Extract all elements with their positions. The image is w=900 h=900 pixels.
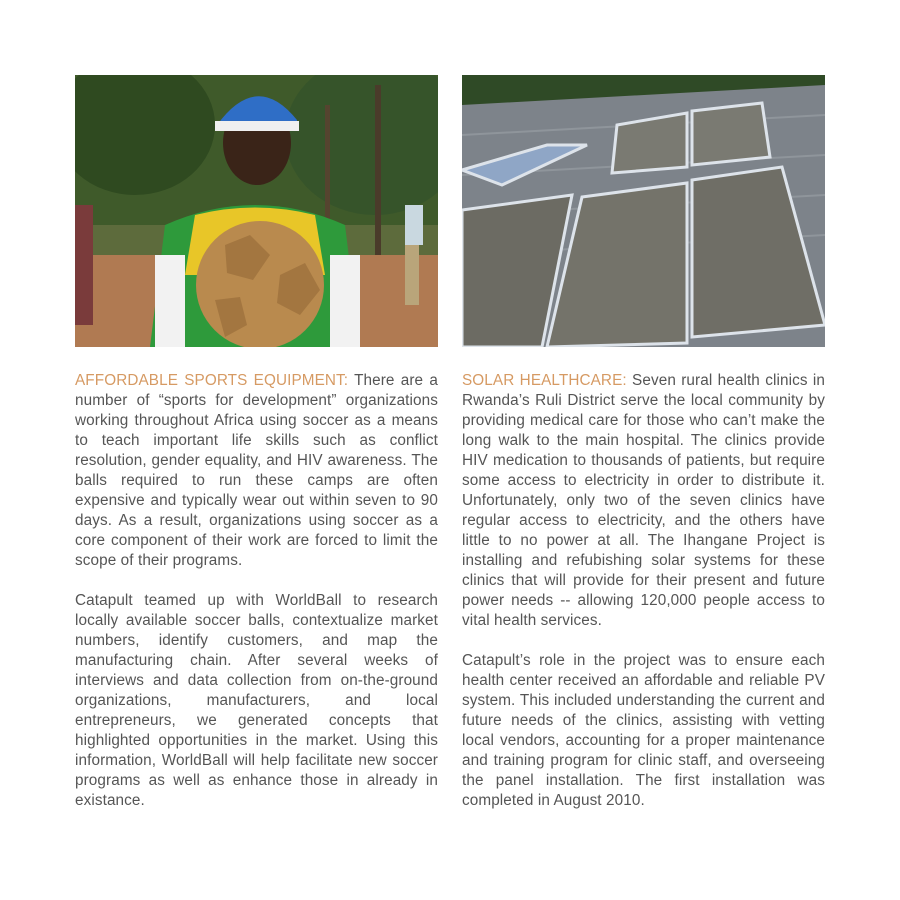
soccer-player-photo xyxy=(75,75,438,347)
right-paragraph-2: Catapult’s role in the project was to ensure each health center received an affordable and reliable PV system. This included understanding the current and future needs of the clinics, assisting with vetting local vendors, accounting for a proper maintenance and training program for clinic staff, and overseeing the panel installation. The first installation was completed in August 2010. xyxy=(462,652,825,809)
right-paragraph-1-text: Seven rural health clinics in Rwanda’s Ruli District serve the local community by providing medical care for those who can’t make the long walk to the main hospital. The clinics provide HIV medication to thousands of patients, but require some access to electricity in order to distribute it. Unfortunately, only two of the seven clinics have regular access to electricity, and the others have little to no power at all. The Ihangane Project is installing and refubishing solar systems for these clinics that will provide for their present and future power needs -- allowing 120,000 people access to vital health services. xyxy=(462,372,825,629)
left-column xyxy=(75,75,438,831)
left-paragraph-2: Catapult teamed up with WorldBall to research locally available soccer balls, contextualize market numbers, identify customers, and map the manufacturing chain. After several weeks of interviews and data collection from on-the-ground organizations, manufacturers, and local entrepreneurs, we generated concepts that highlighted opportunities in the market. Using this information, WorldBall will help facilitate new soccer programs as well as enhance those in already in existance. xyxy=(75,592,438,809)
right-heading: SOLAR HEALTHCARE: xyxy=(462,372,627,389)
solar-panels-photo xyxy=(462,75,825,347)
right-paragraph-1 xyxy=(462,371,825,631)
right-column xyxy=(462,75,825,831)
left-article xyxy=(75,371,438,811)
left-paragraph-1-text: There are a number of “sports for development” organizations working throughout Africa using soccer as a means to teach important life skills such as conflict resolution, gender equality, and HIV awareness. The balls required to run these camps are often expensive and typically wear out within seven to 90 days. As a result, organizations using soccer as a core component of their work are forced to limit the scope of their programs. xyxy=(75,372,438,569)
left-paragraph-1 xyxy=(75,371,438,571)
right-article xyxy=(462,371,825,811)
left-heading: AFFORDABLE SPORTS EQUIPMENT: xyxy=(75,372,349,389)
